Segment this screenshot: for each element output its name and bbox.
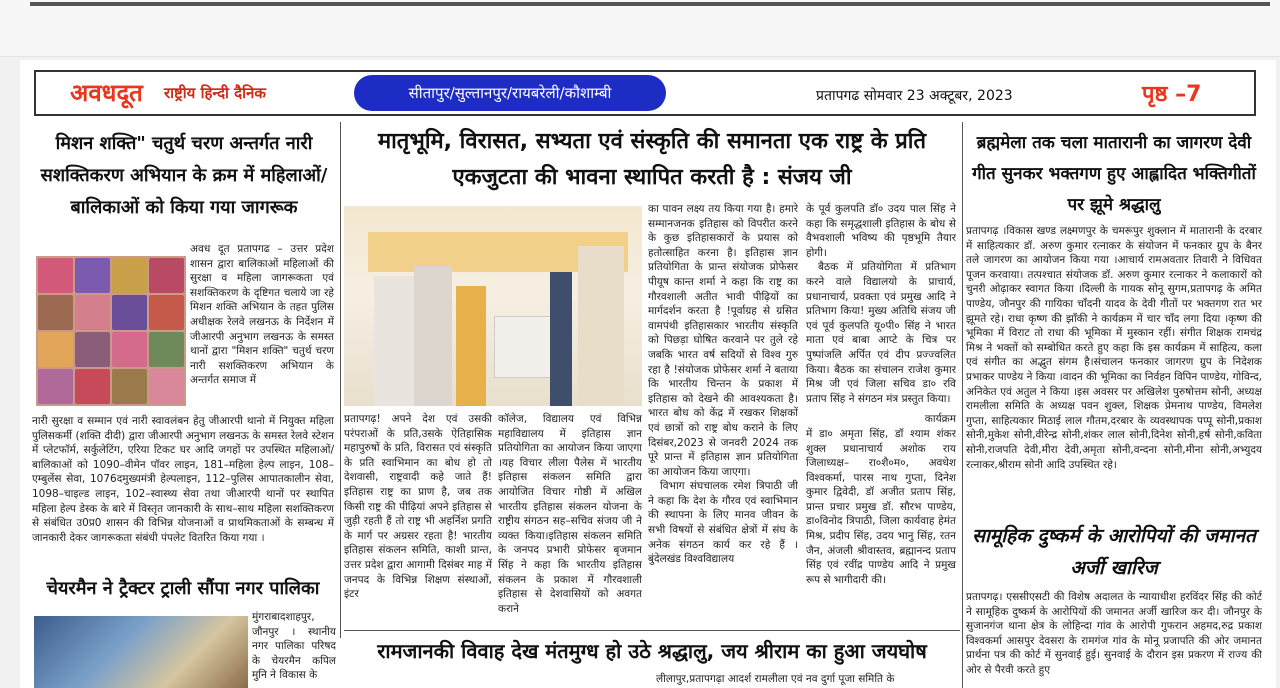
left-story2-headline-box [32, 574, 334, 606]
right-story-body: प्रतापगढ़ ।विकास खण्ड लक्ष्मणपुर के चमरूपुर शुक्लान में मातारानी के दरबार में साहित्यकार डॉ. अरुण कुमार रत्नाकर के संयोजन में फनकार ग्रुप के बैनर तले जागरण का आयोजन किया गया ।आचार्य रामअवतार तिवारी ने विधिवत पूजन करवाया। तत्पश्चात संयोजक डॉ. अरुण कुमार रत्नाकर ने कलाकारों को चुनरी ओढ़ाकर स्वागत किया ।दिल्ली के गायक सोनू सुगम,प्रतापगढ़ के अमित पाण्डेय, जौनपुर की गायिका चाँदनी यादव के देवी गीतों पर भक्तगण रात भर झूमते रहे। राधा कृष्ण की झाँकी ने कार्यक्रम में चार चाँद लगा दिया ।कृष्ण की भूमिका में विराट तो राधा की भूमिका में मुस्कान रहीं। संगीत शिक्षक रामचंद्र मिश्र ने भक्तों को सम्बोधित करते हुए कहा कि इस कार्यक्रम में साहित्य, कला एवं संगीत का अद्भुत संगम है।संचालन फनकार जागरण ग्रुप के निदेशक प्रभाकर पाण्डेय ने किया ।वादन की भूमिका का निर्वहन विपिन पाण्डेय, गोविन्द, अनिकेत एवं अतुल ने किया ।इस अवसर पर अखिलेश पुरुषोत्तम सोनी, अध्यक्ष रामलीला समिति के अध्यक्ष पवन शुक्ल, शिक्षक प्रेमनाथ पाण्डेय, विमलेश गुप्ता, साहित्यकार मिठाई लाल गौतम,दरबार के व्यवस्थापक पप्पू सोनी,प्रकाश सोनी,मुकेश सोनी,वीरेन्द्र सोनी,शंकर लाल सोनी,दिनेश सोनी,हर्ष सोनी,कविता सोनी,राजपति देवी,मीरा देवी,अमृता सोनी,वन्दना सोनी,मीना सोनी,अभ्युदय रत्नाकर,श्रीराम सोनी आदि उपस्थित रहे। [966, 225, 1262, 471]
brand-subtitle: राष्ट्रीय हिन्दी दैनिक [164, 84, 266, 102]
right-story2-body: प्रतापगढ़। एससीएसटी की विशेष अदालत के न्यायाधीश हरविंदर सिंह की कोर्ट ने सामूहिक दुष्कर्म के आरोपियों की जमानत अर्जी खारिज कर दी। जौनपुर के सुजानगंज थाना क्षेत्र के लोहिन्दा गांव के आरोपी गुफरान अहमद,रुद्र प्रकाश विश्वकर्मा आसपुर देवसरा के रामगंज गांव के मोनू प्रजापति की ओर जमानत प्रार्थना पत्र की कोर्ट में सुनवाई हुई। सुनवाई के दौरान इस प्रकरण में राज्य की ओर से पैरवी करते हुए [966, 591, 1262, 676]
seminar-photo [344, 206, 642, 406]
center-col4 [806, 202, 956, 622]
right-story2-headline-box [966, 520, 1262, 586]
center-col3-text-b: विभाग संघचालक रमेश त्रिपाठी जी ने कहा कि देश के गौरव एवं स्वाभिमान की स्थापना के लिए मानव जीवन के सभी विषयों से संबंधित क्षेत्रों में संघ के अनेक संगठन कार्य कर रहे हैं । बुंदेलखंड विश्वविद्यालय [648, 480, 798, 566]
column-divider-right [962, 122, 963, 688]
dateline: प्रतापगढ सोमवार 23 अक्टूबर, 2023 [816, 88, 1013, 104]
right-story2-body-box [966, 590, 1262, 688]
top-strip [30, 2, 1270, 6]
left-story-headline: मिशन शक्ति" चतुर्थ चरण अन्तर्गत नारी सशक्तिकरण अभियान के क्रम में महिलाओं/बालिकाओं को किया गया जागरूक [40, 133, 328, 218]
center-col3 [648, 202, 798, 622]
bottom-story-rule [344, 630, 960, 631]
left-headline-box [32, 128, 336, 226]
center-col4-subhead: कार्यक्रम [924, 413, 956, 426]
center-story-headline: मातृभूमि, विरासत, सभ्यता एवं संस्कृति की समानता एक राष्ट्र के प्रति एकजुटता की भावना स्थापित करती है : संजय जी [377, 129, 927, 190]
right-story-body-box [966, 224, 1262, 524]
browser-top-area [0, 0, 1280, 57]
region-pill: सीतापुर/सुल्तानपुर/रायबरेली/कौशाम्बी [354, 75, 666, 111]
center-col1 [344, 412, 492, 622]
left-story-body: नारी सुरक्षा व सम्मान एवं नारी स्वावलंबन हेतु जीआरपी थानो में नियुक्त महिला पुलिसकर्मी (शक्ति दीदी) द्वारा जीआरपी अनुभाग लखनऊ के समस्त रेलवे स्टेशन में प्लेटफॉर्म, सर्कुलेटिंग, एरिया टिकट घर आदि जगहों पर उपस्थित महिलाओं/बालिकाओं को 1090–वीमेन पॉवर लाइन, 181–महिला हेल्प लाइन, 108–एम्बुलेंस सेवा, 1076दमुख्यमंत्री हेल्पलाइन, 112–पुलिस आपातकालीन सेवा, 1098–चाइल्ड लाइन, 102–स्वास्थ्य सेवा तथा जीआरपी थानों पर स्थापित महिला हेल्प डेस्क के बारे में विस्तृत जानकारी के साथ–साथ महिला सशक्तिकरण से संबंधित उ0प्र0 शासन की विभिन्न योजनाओं व प्राथमिकताओं के सम्बन्ध में जानकारी देकर जागरूकता संबंधी पंपलेट वितरित किया गया । [32, 415, 334, 544]
center-col4-text-b: बैठक में प्रतियोगिता में प्रतिभाग करने वाले विद्यालयो के प्राचार्य, प्रधानाचार्य, प्रवक्ता एवं प्रमुख आदि ने प्रतिभाग किया! मुख्य अतिथि संजय जी एवं पूर्व कुलपति यू०पी० सिंह ने भारत माता एवं बाबा आप्टे के चित्र पर पुष्पांजलि अर्पित एवं दीप प्रज्ज्वलित किया। बैठक का संचालन राजेश कुमार मिश्र जी एवं जिला सचिव डा० रवि प्रताप सिंह ने संगठन मंत्र प्रस्तुत किया। [806, 261, 956, 405]
right-story-headline: ब्रह्ममेला तक चला मातारानी का जागरण देवी गीत सुनकर भक्तगण हुए आह्लादित भक्तिगीतों पर झूमे श्रद्धालु [972, 133, 1256, 215]
bottom-story-snippet: लीलापुर,प्रतापगढ़ा आदर्श रामलीला एवं नव दुर्गा पूजा समिति के [656, 673, 895, 685]
brand-name: अवधदूत [70, 79, 143, 107]
bottom-headline-box [344, 634, 960, 668]
newspaper-page [20, 60, 1276, 688]
tractor-handover-photo [34, 616, 248, 688]
center-headline-box [344, 124, 960, 200]
masthead [34, 70, 1256, 116]
center-col2 [498, 412, 642, 622]
bottom-story-headline: रामजानकी विवाह देख मंतमुग्ध हो उठे श्रद्धालु, जय श्रीराम का हुआ जयघोष [377, 639, 927, 663]
right-headline-box [966, 128, 1262, 224]
center-col4-text-c: में डा० अमृता सिंह, डॉ श्याम शंकर शुक्ल प्रधानाचार्य अशोक राय जिलाध्यक्ष– रा०शै०म०, अवधेश विश्वकर्मा, पारस नाथ गुप्ता, दिनेश कुमार द्विवेदी, डॉ अजीत प्रताप सिंह, प्रान्त प्रचार प्रमुख डॉ. सौरभ पाण्डेय, डा०विनोद त्रिपाठी, जिला कार्यवाह हेमंत मिश्र, प्रदीप सिंह, उदय भानु सिंह, रतन जैन, अंजली श्रीवास्तव, ब्रह्मानन्द प्रताप सिंह एवं रवींद्र पाण्डेय आदि ने प्रमुख रूप से भागीदारी की। [806, 427, 956, 586]
mission-shakti-photo-collage [36, 256, 186, 406]
center-col3-text-a: का पावन लक्ष्य तय किया गया है। हमारे सम्मानजनक इतिहास को विपरीत करने के कुछ इतिहासकारों के प्रयास को हतोत्साहित करना है। इतिहास ज्ञान प्रतियोगिता के प्रान्त संयोजक प्रोफेसर पीयूष कान्त शर्मा ने कहा कि राष्ट्र का गौरवशाली अतीत भावी पीढ़ियों का मार्गदर्शन करता है !पूर्वाग्रह से ग्रसित वामपंथी इतिहासकार भारतीय संस्कृति को पिछड़ा घोषित करवाने पर तुले रहे जबकि भारत वर्ष सदियों से विश्व गुरु रहा है !संयोजक प्रोफेसर शर्मा ने बताया कि भारतीय चिन्तन के प्रकाश में इतिहास को देखने की आवश्यकता है। भारत बोध को केंद्र में रखकर शिक्षकों एवं छात्रों को राष्ट्र बोध कराने के लिए दिसंबर,2023 से जनवरी 2024 तक पूरे प्रान्त में इतिहास ज्ञान प्रतियोगिता का आयोजन किया जाएगा। [648, 203, 798, 478]
left-story2-headline: चेयरमैन ने ट्रैक्टर ट्राली सौंपा नगर पालिका [46, 578, 320, 599]
left-story2-body: मुंगराबादशाहपुर, जौनपुर । स्थानीय नगर पालिका परिषद के चेयरमैन कपिल मुनि ने विकास के [252, 611, 336, 682]
left-story-side-text [190, 242, 334, 414]
center-col1-text: प्रतापगढ़! अपने देश एवं उसकी परंपराओं के प्रति,उसके ऐतिहासिक महापुरुषों के प्रति, विरासत एवं संस्कृति के प्रति स्वाभिमान का बोध हो तो देशवासी, राष्ट्रवादी कहे जाते हैं! इतिहास राष्ट्र का प्राण है, जब तक किसी राष्ट्र की पीढ़ियां अपने इतिहास से जुड़ी रहती हैं तो राष्ट्र भी अहर्निश प्रगति के मार्ग पर अग्रसर रहता है! भारतीय इतिहास संकलन समिति, काशी प्रान्त, उत्तर प्रदेश द्वारा आगामी दिसंबर माह में जनपद के विभिन्न शिक्षण संस्थाओं, इंटर [344, 413, 492, 601]
right-story2-headline: सामूहिक दुष्कर्म के आरोपियों की जमानत अर्जी खारिज [972, 525, 1256, 579]
column-divider [340, 122, 341, 638]
left-story-intro: अवध दूत प्रतापगढ – उत्तर प्रदेश शासन द्वारा बालिकाओं महिलाओं की सुरक्षा व महिला जागरूकता एवं सशक्तिकरण के दृष्टिगत चलाये जा रहे मिशन शक्ति अभियान के तहत पुलिस अधीक्षक रेलवे लखनऊ के निर्देशन में जीआरपी अनुभाग लखनऊ के समस्त थानों द्वारा "मिशन शक्ति" चतुर्थ चरण नारी सशक्तिकरण अभियान के अन्तर्गत समाज में [190, 243, 334, 387]
left-story2-body-box [252, 610, 336, 688]
left-story-body-box [32, 414, 334, 572]
center-col2-text: कॉलेज, विद्यालय एवं विभिन्न महाविद्यालय में इतिहास ज्ञान प्रतियोगिता का आयोजन किया जाएगा ।यह विचार लीला पैलेस में भारतीय इतिहास संकलन समिति द्वारा आयोजित विचार गोष्ठी में अखिल भारतीय इतिहास संकलन योजना के राष्ट्रीय संगठन सह–सचिव संजय जी ने व्यक्त किया।इतिहास संकलन समिति के जनपद प्रभारी प्रोफेसर बृजमान सिंह ने कहा कि भारतीय इतिहास संकलन के प्रकाश में गौरवशाली इतिहास से देशवासियों को अवगत कराने [498, 413, 642, 615]
page-number: पृष्ठ –7 [1142, 82, 1202, 107]
center-col4-text-a: के पूर्व कुलपति डॉ० उदय पाल सिंह ने कहा कि समृद्धशाली इतिहास के बोध से वैभवशाली भविष्य की पृष्ठभूमि तैयार होगी। [806, 203, 956, 259]
bottom-story-snippet-box [656, 672, 956, 688]
